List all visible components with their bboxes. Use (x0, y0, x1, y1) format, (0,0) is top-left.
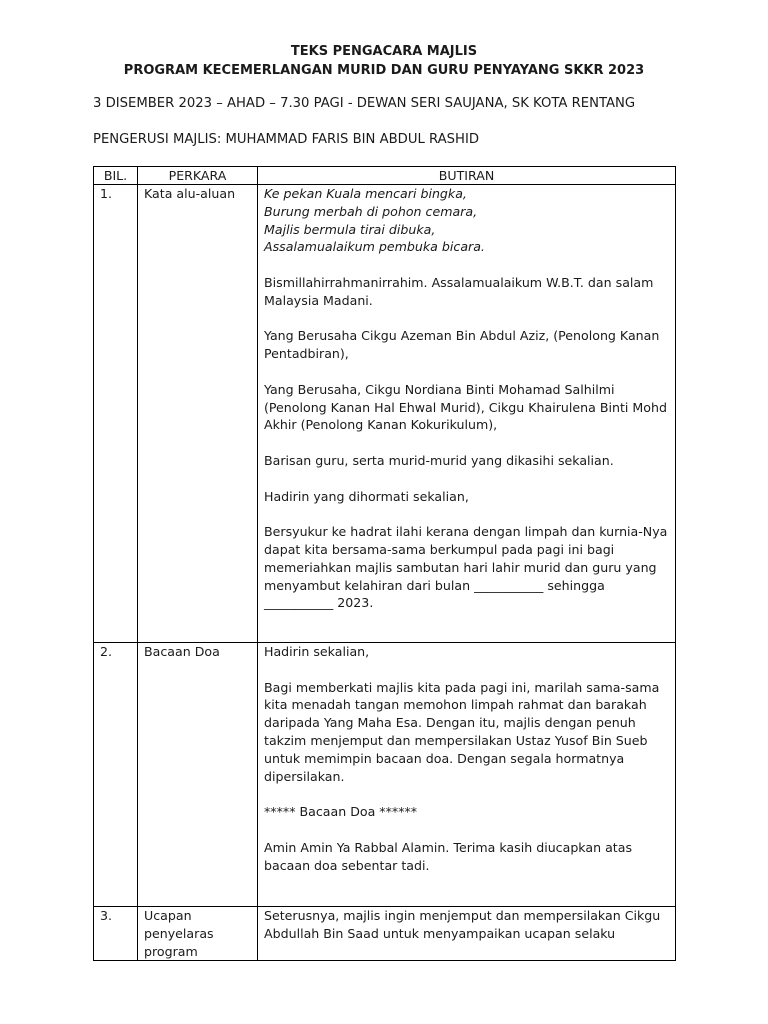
row-details (258, 907, 676, 961)
table-row (94, 907, 676, 961)
paragraph: Bagi memberkati majlis kita pada pagi ini, marilah sama-sama kita menadah tangan memohon limpah rahmat dan barakah daripada Yang Maha Esa. Dengan itu, majlis dengan penuh takzim menjemput dan mempersilakan Ustaz Yusof Bin Sueb untuk memimpin bacaan doa. Dengan segala hormatnya dipersilakan. (264, 679, 660, 784)
header-butiran: BUTIRAN (258, 167, 676, 185)
row-item: Ucapan penyelaras program (138, 907, 258, 961)
paragraph: Yang Berusaha Cikgu Azeman Bin Abdul Aziz, (Penolong Kanan Pentadbiran), (264, 328, 660, 362)
chairperson-line: PENGERUSI MAJLIS: MUHAMMAD FARIS BIN ABDUL RASHID (93, 132, 479, 147)
pantun-line: Burung merbah di pohon cemara, (264, 203, 478, 219)
paragraph: Barisan guru, serta murid-murid yang dikasihi sekalian. (264, 452, 614, 468)
document-title: TEKS PENGACARA MAJLIS (290, 44, 478, 59)
pantun-line: Assalamualaikum pembuka bicara. (264, 239, 485, 255)
program-title: PROGRAM KECEMERLANGAN MURID DAN GURU PENYAYANG SKKR 2023 (123, 63, 645, 78)
paragraph: ***** Bacaan Doa ****** (264, 804, 418, 820)
pantun-line: Majlis bermula tirai dibuka, (264, 221, 436, 237)
header-perkara: PERKARA (138, 167, 258, 185)
paragraph: Hadirin yang dihormati sekalian, (264, 488, 469, 504)
event-details: 3 DISEMBER 2023 – AHAD – 7.30 PAGI - DEWAN SERI SAUJANA, SK KOTA RENTANG (93, 96, 636, 111)
paragraph: Yang Berusaha, Cikgu Nordiana Binti Mohamad Salhilmi (Penolong Kanan Hal Ehwal Murid), Cikgu Khairulena Binti Mohd Akhir (Penolong Kanan Kokurikulum), (264, 381, 667, 433)
paragraph: Seterusnya, majlis ingin menjemput dan mempersilakan Cikgu Abdullah Bin Saad untuk menyampaikan ucapan selaku (264, 908, 661, 941)
row-details (258, 643, 676, 907)
row-item: Bacaan Doa (138, 643, 258, 907)
row-number: 3. (94, 907, 138, 961)
agenda-table (93, 166, 676, 961)
paragraph: Amin Amin Ya Rabbal Alamin. Terima kasih diucapkan atas bacaan doa sebentar tadi. (264, 839, 633, 873)
table-row (94, 185, 676, 643)
row-details (258, 185, 676, 643)
row-number: 2. (94, 643, 138, 907)
opening-pantun (264, 185, 669, 256)
pantun-line: Ke pekan Kuala mencari bingka, (264, 186, 467, 201)
paragraph: Bersyukur ke hadrat ilahi kerana dengan limpah dan kurnia-Nya dapat kita bersama-sama berkumpul pada pagi ini bagi memeriahkan majlis sambutan hari lahir murid dan guru yang menyambut kelahiran dari bulan ___________ sehingga ___________ 2023. (264, 524, 668, 611)
table-header-row (94, 167, 676, 185)
row-number: 1. (94, 185, 138, 643)
header-bil: BIL. (94, 167, 138, 185)
paragraph: Hadirin sekalian, (264, 644, 370, 659)
table-row (94, 643, 676, 907)
paragraph: Bismillahirrahmanirrahim. Assalamualaikum W.B.T. dan salam Malaysia Madani. (264, 274, 654, 308)
row-item: Kata alu-aluan (138, 185, 258, 643)
